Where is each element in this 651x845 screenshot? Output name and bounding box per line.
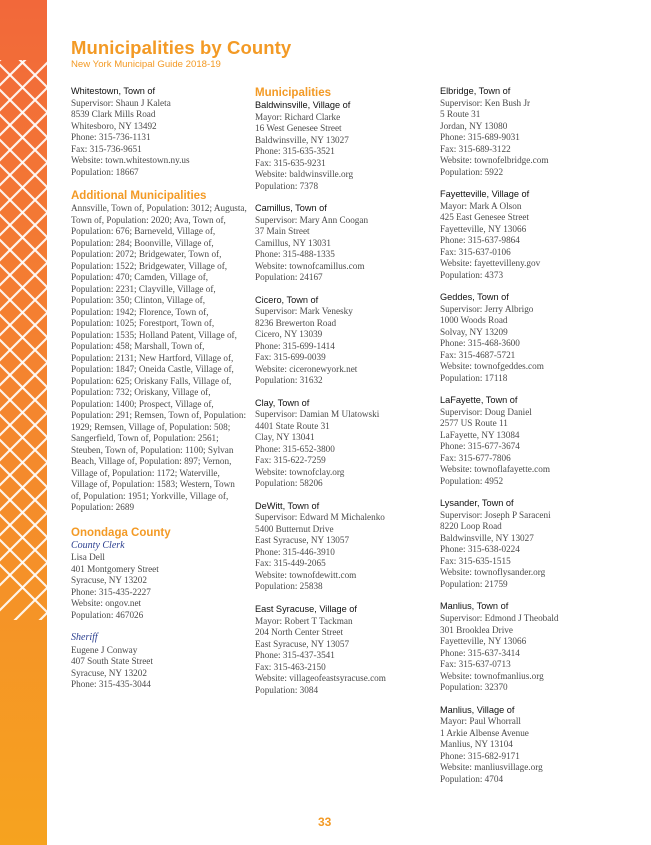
municipality-entry [440, 498, 615, 590]
entry-line: Fax: 315-677-7806 [440, 452, 511, 463]
entry-line: Website: townofdewitt.com [255, 569, 357, 580]
municipality-name: Geddes, Town of [440, 292, 509, 303]
page-number: 33 [318, 815, 332, 829]
entry-line: Fax: 315-637-0713 [440, 659, 511, 670]
crosshatch-pattern [0, 0, 47, 845]
entry-line: Fayetteville, NY 13066 [440, 636, 527, 647]
entry-line: Population: 4373 [440, 269, 504, 280]
entry-line: 5 Route 31 [440, 109, 481, 120]
entry-line: Population: 25838 [255, 581, 323, 592]
municipality-name: Elbridge, Town of [440, 86, 511, 96]
entry-line: Website: fayettevilleny.gov [440, 258, 541, 269]
entry-line: Phone: 315-638-0224 [440, 544, 520, 555]
municipality-entry [255, 203, 430, 284]
entry-line: Phone: 315-699-1414 [255, 340, 335, 351]
sheriff-role: Sheriff [71, 632, 98, 644]
entry-line: Population: 31632 [255, 375, 323, 386]
entry-line: Website: townofmanlius.org [440, 670, 544, 681]
entry-line: Supervisor: Mark Venesky [255, 306, 353, 317]
municipality-entry [255, 100, 430, 192]
entry-line: 1 Arkie Albense Avenue [440, 727, 529, 738]
entry-line: Population: 7378 [255, 180, 319, 191]
entry-line: Website: baldwinsville.org [255, 169, 354, 180]
entry-line: Website: townoflafayette.com [440, 464, 550, 475]
entry-line: Population: 24167 [255, 272, 323, 283]
entry-line: Population: 5922 [440, 166, 504, 177]
municipality-name: Lysander, Town of [440, 498, 514, 509]
entry-line: Population: 3084 [255, 684, 319, 695]
entry-line: Website: townofclay.org [255, 466, 345, 477]
entry-line: Website: town.whitestown.ny.us [71, 155, 190, 166]
entry-line: Eugene J Conway [71, 644, 138, 655]
entry-line: Population: 18667 [71, 166, 139, 177]
entry-line: Population: 32370 [440, 682, 508, 693]
entry-line: Fax: 315-622-7259 [255, 455, 326, 466]
entry-line: Population: 467026 [71, 609, 144, 620]
column-1 [71, 86, 246, 702]
entry-line: Phone: 315-682-9171 [440, 750, 520, 761]
entry-line: 4401 State Route 31 [255, 420, 330, 431]
entry-line: Phone: 315-677-3674 [440, 441, 520, 452]
entry-line: Website: ciceronewyork.net [255, 363, 358, 374]
entry-line: Website: ongov.net [71, 598, 142, 609]
entry-line: 37 Main Street [255, 226, 310, 237]
entry-line: Baldwinsville, NY 13027 [255, 134, 349, 145]
entry-line: 407 South State Street [71, 656, 153, 667]
entry-line: Supervisor: Mary Ann Coogan [255, 214, 369, 225]
column-2 [255, 86, 430, 707]
municipality-entry [440, 395, 615, 487]
entry-line: 401 Montgomery Street [71, 563, 159, 574]
municipalities-heading: Municipalities [255, 87, 332, 99]
entry-line: Supervisor: Shaun J Kaleta [71, 97, 171, 108]
entry-line: Fax: 315-4687-5721 [440, 349, 516, 360]
page-title: Municipalities by County [71, 37, 292, 58]
municipality-name: Manlius, Village of [440, 704, 515, 715]
entry-line: Fax: 315-689-3122 [440, 143, 511, 154]
entry-line: Clay, NY 13041 [255, 432, 315, 443]
entry-line: Fax: 315-635-1515 [440, 555, 511, 566]
county-heading: Onondaga County [71, 526, 171, 539]
entry-line: Population: 58206 [255, 478, 323, 489]
municipality-entry [440, 601, 615, 693]
municipality-name: East Syracuse, Village of [255, 603, 357, 614]
entry-line: Phone: 315-435-3044 [71, 679, 151, 690]
entry-line: Phone: 315-435-2227 [71, 586, 151, 597]
entry-line: Manlius, NY 13104 [440, 739, 513, 750]
entry-line: Phone: 315-736-1131 [71, 132, 151, 143]
entry-line: Supervisor: Doug Daniel [440, 406, 532, 417]
entry-line: Jordan, NY 13080 [440, 120, 508, 131]
entry-line: Supervisor: Jerry Albrigo [440, 303, 534, 314]
entry-line: Supervisor: Edward M Michalenko [255, 512, 385, 523]
entry-line: Population: 21759 [440, 578, 508, 589]
entry-line: Website: townoflysander.org [440, 567, 546, 578]
municipality-entry [440, 292, 615, 384]
entry-line: Solvay, NY 13209 [440, 326, 508, 337]
entry-line: Lisa Dell [71, 552, 105, 563]
entry-line: 204 North Center Street [255, 627, 344, 638]
entry-line: 8220 Loop Road [440, 521, 502, 532]
municipality-name: Cicero, Town of [255, 294, 319, 305]
municipality-name: DeWitt, Town of [255, 500, 320, 511]
entry-line: Phone: 315-637-3414 [440, 647, 520, 658]
entry-line: Phone: 315-635-3521 [255, 146, 335, 157]
entry-line: 2577 US Route 11 [440, 418, 508, 429]
municipality-name: Whitestown, Town of [71, 86, 156, 96]
entry-line: Syracuse, NY 13202 [71, 667, 147, 678]
municipality-name: LaFayette, Town of [440, 395, 518, 406]
entry-line: Mayor: Paul Whorrall [440, 716, 521, 727]
municipality-entry [255, 295, 430, 387]
entry-line: Website: villageofeastsyracuse.com [255, 673, 386, 684]
municipality-entry [255, 501, 430, 593]
entry-line: Supervisor: Joseph P Saraceni [440, 509, 551, 520]
entry-line: Fax: 315-699-0039 [255, 352, 326, 363]
decorative-side-bar [0, 0, 47, 845]
municipality-entry [255, 604, 430, 696]
entry-line: Population: 4704 [440, 773, 504, 784]
entry-line: 8539 Clark Mills Road [71, 109, 156, 120]
entry-line: Website: townofcamillus.com [255, 260, 365, 271]
municipality-name: Baldwinsville, Village of [255, 100, 351, 110]
entry-line: Population: 4952 [440, 475, 504, 486]
entry-line: Mayor: Mark A Olson [440, 200, 522, 211]
entry-line: Supervisor: Damian M Ulatowski [255, 409, 380, 420]
entry-line: Mayor: Robert T Tackman [255, 615, 353, 626]
entry-line: Whitesboro, NY 13492 [71, 120, 157, 131]
additional-municipalities-heading: Additional Municipalities [71, 190, 207, 203]
entry-line: Phone: 315-468-3600 [440, 338, 520, 349]
municipality-entry [440, 86, 615, 178]
entry-line: LaFayette, NY 13084 [440, 429, 520, 440]
entry-line: Supervisor: Ken Bush Jr [440, 97, 531, 108]
entry-line: 8236 Brewerton Road [255, 317, 337, 328]
additional-municipalities-text: Annsville, Town of, Population: 3012; Augusta, Town of, Population: 2020; Ava, Town of, Population: 676; Barneveld, Village of, Population: 284; Boonville, Village of, Population: 2072; Bridgewater, Town of, Population: 1522; Bridgewater, Village of, Population: 470; Camden, Village of, Population: 2231; Clayville, Village of, Population: 350; Clinton, Village of, Population: 1942; Florence, Town of, Population: 1025; Forestport, Town of, Population: 1535; Holland Patent, Village of, Population: 458; Marshall, Town of, Population: 2131; New Hartford, Village of, Population: 1847; Oneida Castle, Village of, Population: 625; Oriskany Falls, Village of, Population: 732; Oriskany, Village of, Population: 1400; Prospect, Village of, Population: 291; Remsen, Town of, Population: 1929; Remsen, Village of, Population: 508; Sangerfield, Town of, Population: 2561; Steuben, Town of, Population: 1100; Sylvan Beach, Village of, Population: 897; Vernon, Village of, Population: 1172; Waterville, Village of, Population: 1583; Western, Town of, Population: 1951; Yorkville, Village of, Population: 2689 [71, 203, 247, 513]
entry-line: Phone: 315-652-3800 [255, 443, 335, 454]
entry-line: Website: manliusvillage.org [440, 762, 543, 773]
municipality-name: Fayetteville, Village of [440, 189, 530, 200]
entry-line: 1000 Woods Road [440, 315, 508, 326]
county-clerk-role: County Clerk [71, 539, 125, 551]
municipality-entry [440, 705, 615, 786]
entry-line: Phone: 315-488-1335 [255, 249, 335, 260]
sheriff-entry [71, 632, 246, 691]
entry-line: Baldwinsville, NY 13027 [440, 532, 534, 543]
municipality-entry [255, 398, 430, 490]
entry-line: 301 Brooklea Drive [440, 624, 513, 635]
entry-line: Phone: 315-689-9031 [440, 132, 520, 143]
entry-line: Cicero, NY 13039 [255, 329, 323, 340]
entry-line: Syracuse, NY 13202 [71, 575, 147, 586]
entry-line: Fax: 315-635-9231 [255, 157, 326, 168]
entry-line: Website: townofgeddes.com [440, 361, 544, 372]
municipality-name: Manlius, Town of [440, 601, 509, 612]
entry-line: Fax: 315-736-9651 [71, 143, 142, 154]
entry-line: Fayetteville, NY 13066 [440, 223, 527, 234]
entry-line: East Syracuse, NY 13057 [255, 535, 350, 546]
municipality-name: Camillus, Town of [255, 203, 327, 214]
entry-line: Website: townofelbridge.com [440, 155, 549, 166]
entry-line: Supervisor: Edmond J Theobald [440, 613, 559, 624]
page-subtitle: New York Municipal Guide 2018-19 [71, 59, 221, 70]
entry-line: Phone: 315-637-9864 [440, 235, 520, 246]
entry-line: 425 East Genesee Street [440, 212, 530, 223]
entry-line: Fax: 315-463-2150 [255, 661, 326, 672]
municipality-entry [71, 86, 246, 178]
entry-line: 16 West Genesee Street [255, 123, 342, 134]
county-clerk-entry [71, 540, 246, 622]
entry-line: Camillus, NY 13031 [255, 237, 331, 248]
entry-line: 5400 Butternut Drive [255, 523, 334, 534]
municipality-entry [440, 189, 615, 281]
entry-line: Fax: 315-449-2065 [255, 558, 326, 569]
entry-line: East Syracuse, NY 13057 [255, 638, 350, 649]
municipality-name: Clay, Town of [255, 397, 310, 408]
entry-line: Phone: 315-437-3541 [255, 650, 335, 661]
entry-line: Mayor: Richard Clarke [255, 111, 341, 122]
column-3 [440, 86, 615, 796]
entry-line: Population: 17118 [440, 372, 508, 383]
entry-line: Phone: 315-446-3910 [255, 546, 335, 557]
entry-line: Fax: 315-637-0106 [440, 246, 511, 257]
